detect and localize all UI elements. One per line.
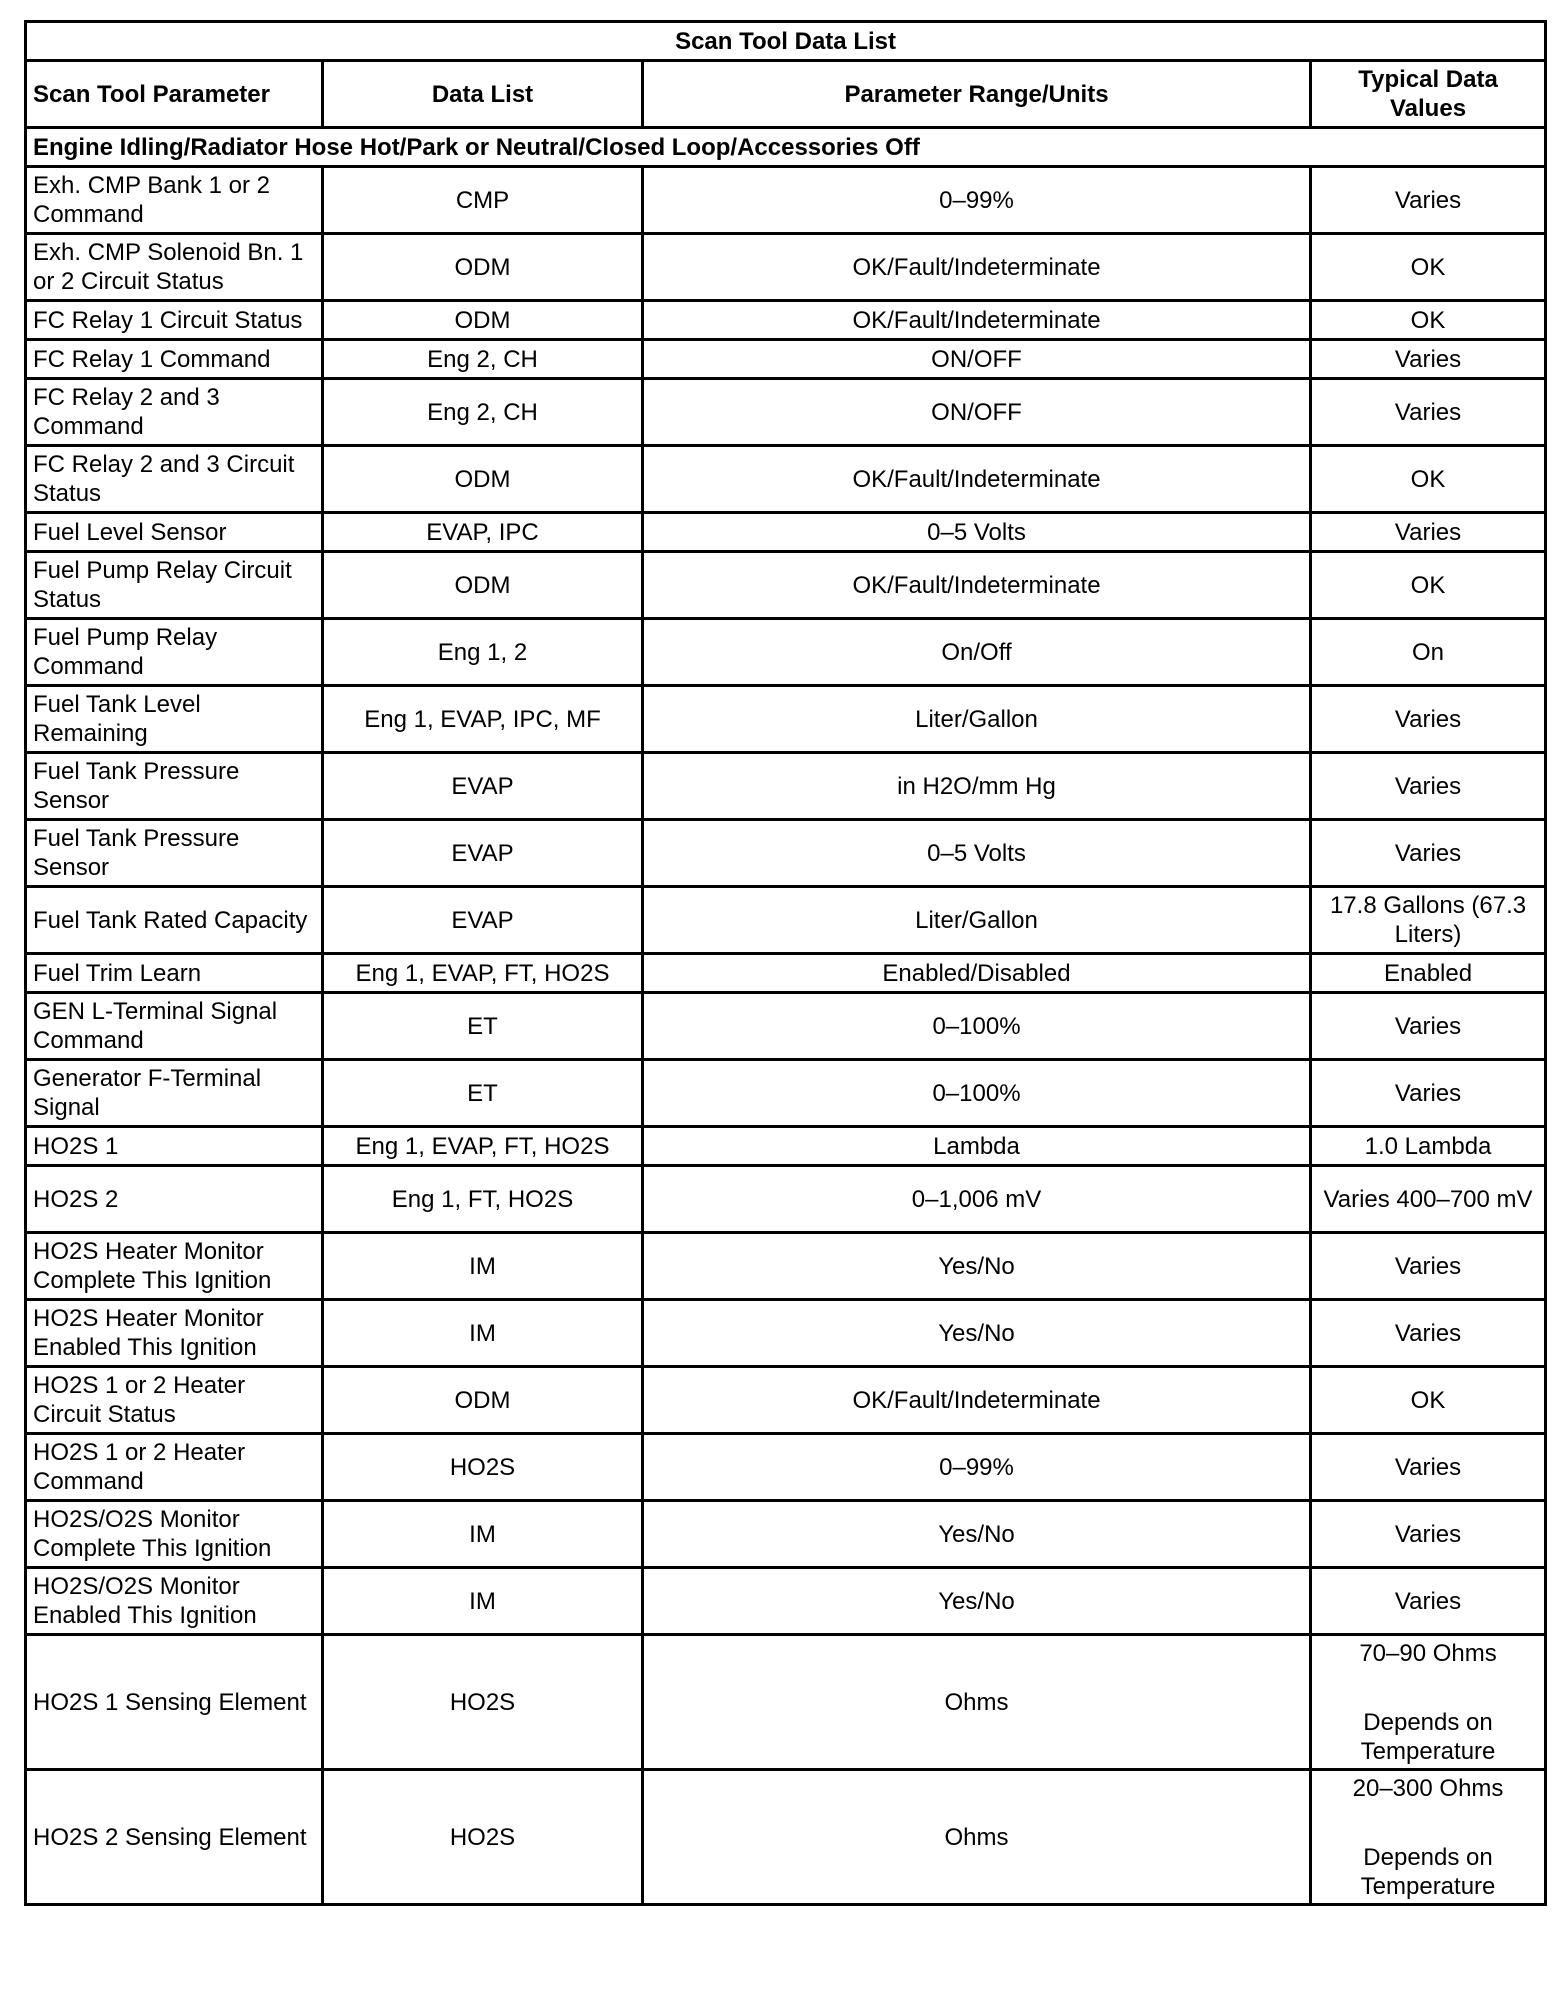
cell-parameter: Fuel Trim Learn <box>26 954 323 993</box>
cell-range: 0–5 Volts <box>643 820 1311 887</box>
cell-range: 0–99% <box>643 1434 1311 1501</box>
cell-parameter: Fuel Pump Relay Circuit Status <box>26 552 323 619</box>
cell-parameter: Fuel Tank Rated Capacity <box>26 887 323 954</box>
cell-typical: Varies <box>1311 1434 1546 1501</box>
cell-data-list: ET <box>323 993 643 1060</box>
cell-range: Yes/No <box>643 1501 1311 1568</box>
cell-range: 0–100% <box>643 993 1311 1060</box>
cell-data-list: EVAP, IPC <box>323 513 643 552</box>
table-row <box>26 993 1546 1060</box>
cell-data-list: Eng 2, CH <box>323 340 643 379</box>
cell-typical: Varies <box>1311 1233 1546 1300</box>
cell-data-list: Eng 1, EVAP, FT, HO2S <box>323 1127 643 1166</box>
cell-data-list: Eng 1, 2 <box>323 619 643 686</box>
cell-parameter: HO2S Heater Monitor Enabled This Ignition <box>26 1300 323 1367</box>
cell-typical: On <box>1311 619 1546 686</box>
header-data-list: Data List <box>323 61 643 128</box>
cell-data-list: Eng 2, CH <box>323 379 643 446</box>
cell-data-list: HO2S <box>323 1434 643 1501</box>
cell-range: OK/Fault/Indeterminate <box>643 234 1311 301</box>
cell-typical <box>1311 1635 1546 1770</box>
table-row <box>26 1233 1546 1300</box>
table-row <box>26 446 1546 513</box>
cell-range: Yes/No <box>643 1300 1311 1367</box>
table-row <box>26 753 1546 820</box>
cell-parameter: FC Relay 2 and 3 Command <box>26 379 323 446</box>
cell-range: ON/OFF <box>643 340 1311 379</box>
cell-typical: Varies <box>1311 167 1546 234</box>
table-row <box>26 379 1546 446</box>
cell-range: OK/Fault/Indeterminate <box>643 446 1311 513</box>
cell-parameter: GEN L-Terminal Signal Command <box>26 993 323 1060</box>
typical-value: 70–90 Ohms <box>1359 1639 1497 1667</box>
cell-typical: Varies <box>1311 513 1546 552</box>
header-typical-line1: Typical Data <box>1358 66 1498 93</box>
cell-parameter: HO2S 1 or 2 Heater Circuit Status <box>26 1367 323 1434</box>
cell-range: OK/Fault/Indeterminate <box>643 301 1311 340</box>
table-row <box>26 686 1546 753</box>
cell-range: 0–1,006 mV <box>643 1166 1311 1233</box>
table-title: Scan Tool Data List <box>26 22 1546 61</box>
cell-typical: Varies <box>1311 820 1546 887</box>
cell-range: OK/Fault/Indeterminate <box>643 552 1311 619</box>
table-row <box>26 1568 1546 1635</box>
cell-range: Liter/Gallon <box>643 887 1311 954</box>
typical-note: Depends on Temperature <box>1360 1843 1496 1900</box>
typical-note: Depends on Temperature <box>1360 1708 1496 1765</box>
cell-typical: Varies <box>1311 340 1546 379</box>
cell-typical: Varies 400–700 mV <box>1311 1166 1546 1233</box>
cell-parameter: HO2S Heater Monitor Complete This Ignition <box>26 1233 323 1300</box>
cell-range: Lambda <box>643 1127 1311 1166</box>
cell-typical: OK <box>1311 446 1546 513</box>
cell-data-list: Eng 1, EVAP, IPC, MF <box>323 686 643 753</box>
cell-data-list: EVAP <box>323 887 643 954</box>
cell-range: Yes/No <box>643 1233 1311 1300</box>
table-row <box>26 1770 1546 1905</box>
cell-parameter: Exh. CMP Solenoid Bn. 1 or 2 Circuit Status <box>26 234 323 301</box>
table-row <box>26 513 1546 552</box>
header-typical-line2: Values <box>1389 95 1467 122</box>
cell-data-list: ODM <box>323 301 643 340</box>
cell-data-list: IM <box>323 1501 643 1568</box>
cell-range: Yes/No <box>643 1568 1311 1635</box>
cell-data-list: EVAP <box>323 820 643 887</box>
cell-data-list: IM <box>323 1233 643 1300</box>
scan-tool-data-table <box>24 20 1547 1906</box>
table-row <box>26 619 1546 686</box>
cell-typical: Varies <box>1311 1060 1546 1127</box>
cell-range: OK/Fault/Indeterminate <box>643 1367 1311 1434</box>
table-row <box>26 1300 1546 1367</box>
header-row <box>26 61 1546 128</box>
cell-typical: Varies <box>1311 379 1546 446</box>
cell-typical: 1.0 Lambda <box>1311 1127 1546 1166</box>
table-row <box>26 340 1546 379</box>
cell-typical: OK <box>1311 301 1546 340</box>
cell-typical <box>1311 1770 1546 1905</box>
header-range: Parameter Range/Units <box>643 61 1311 128</box>
cell-data-list: ODM <box>323 1367 643 1434</box>
cell-data-list: HO2S <box>323 1770 643 1905</box>
table-row <box>26 1127 1546 1166</box>
cell-data-list: ODM <box>323 552 643 619</box>
cell-range: 0–100% <box>643 1060 1311 1127</box>
cell-parameter: Fuel Tank Pressure Sensor <box>26 753 323 820</box>
cell-parameter: HO2S/O2S Monitor Complete This Ignition <box>26 1501 323 1568</box>
cell-data-list: EVAP <box>323 753 643 820</box>
cell-parameter: Generator F-Terminal Signal <box>26 1060 323 1127</box>
cell-typical: Varies <box>1311 753 1546 820</box>
cell-parameter: Fuel Tank Level Remaining <box>26 686 323 753</box>
table-row <box>26 887 1546 954</box>
table-row <box>26 552 1546 619</box>
cell-range: ON/OFF <box>643 379 1311 446</box>
cell-range: Ohms <box>643 1635 1311 1770</box>
cell-parameter: HO2S 1 Sensing Element <box>26 1635 323 1770</box>
cell-parameter: FC Relay 2 and 3 Circuit Status <box>26 446 323 513</box>
table-row <box>26 820 1546 887</box>
cell-typical: OK <box>1311 234 1546 301</box>
table-row <box>26 301 1546 340</box>
table-row <box>26 1635 1546 1770</box>
cell-parameter: FC Relay 1 Circuit Status <box>26 301 323 340</box>
cell-typical: 17.8 Gallons (67.3 Liters) <box>1311 887 1546 954</box>
table-row <box>26 1060 1546 1127</box>
header-typical <box>1311 61 1546 128</box>
cell-parameter: Exh. CMP Bank 1 or 2 Command <box>26 167 323 234</box>
table-row <box>26 167 1546 234</box>
cell-data-list: HO2S <box>323 1635 643 1770</box>
cell-range: Enabled/Disabled <box>643 954 1311 993</box>
cell-data-list: IM <box>323 1300 643 1367</box>
cell-parameter: HO2S 2 Sensing Element <box>26 1770 323 1905</box>
cell-parameter: Fuel Level Sensor <box>26 513 323 552</box>
cell-data-list: ET <box>323 1060 643 1127</box>
cell-range: 0–5 Volts <box>643 513 1311 552</box>
cell-parameter: HO2S 1 or 2 Heater Command <box>26 1434 323 1501</box>
table-row <box>26 954 1546 993</box>
table-row <box>26 1434 1546 1501</box>
typical-value: 20–300 Ohms <box>1352 1774 1504 1802</box>
cell-data-list: ODM <box>323 234 643 301</box>
cell-parameter: HO2S 2 <box>26 1166 323 1233</box>
cell-typical: Varies <box>1311 1501 1546 1568</box>
cell-typical: Varies <box>1311 993 1546 1060</box>
cell-data-list: Eng 1, FT, HO2S <box>323 1166 643 1233</box>
header-parameter: Scan Tool Parameter <box>26 61 323 128</box>
section-heading: Engine Idling/Radiator Hose Hot/Park or Neutral/Closed Loop/Accessories Off <box>26 128 1546 167</box>
cell-typical: Varies <box>1311 1568 1546 1635</box>
cell-typical: OK <box>1311 552 1546 619</box>
cell-range: Ohms <box>643 1770 1311 1905</box>
cell-range: 0–99% <box>643 167 1311 234</box>
table-row <box>26 234 1546 301</box>
cell-data-list: Eng 1, EVAP, FT, HO2S <box>323 954 643 993</box>
cell-parameter: Fuel Pump Relay Command <box>26 619 323 686</box>
cell-parameter: HO2S 1 <box>26 1127 323 1166</box>
table-row <box>26 1166 1546 1233</box>
cell-typical: Varies <box>1311 1300 1546 1367</box>
cell-typical: Varies <box>1311 686 1546 753</box>
cell-data-list: ODM <box>323 446 643 513</box>
cell-range: On/Off <box>643 619 1311 686</box>
cell-typical: Enabled <box>1311 954 1546 993</box>
cell-typical: OK <box>1311 1367 1546 1434</box>
cell-parameter: FC Relay 1 Command <box>26 340 323 379</box>
cell-range: Liter/Gallon <box>643 686 1311 753</box>
cell-parameter: HO2S/O2S Monitor Enabled This Ignition <box>26 1568 323 1635</box>
table-row <box>26 1501 1546 1568</box>
cell-range: in H2O/mm Hg <box>643 753 1311 820</box>
cell-parameter: Fuel Tank Pressure Sensor <box>26 820 323 887</box>
cell-data-list: CMP <box>323 167 643 234</box>
table-row <box>26 1367 1546 1434</box>
cell-data-list: IM <box>323 1568 643 1635</box>
